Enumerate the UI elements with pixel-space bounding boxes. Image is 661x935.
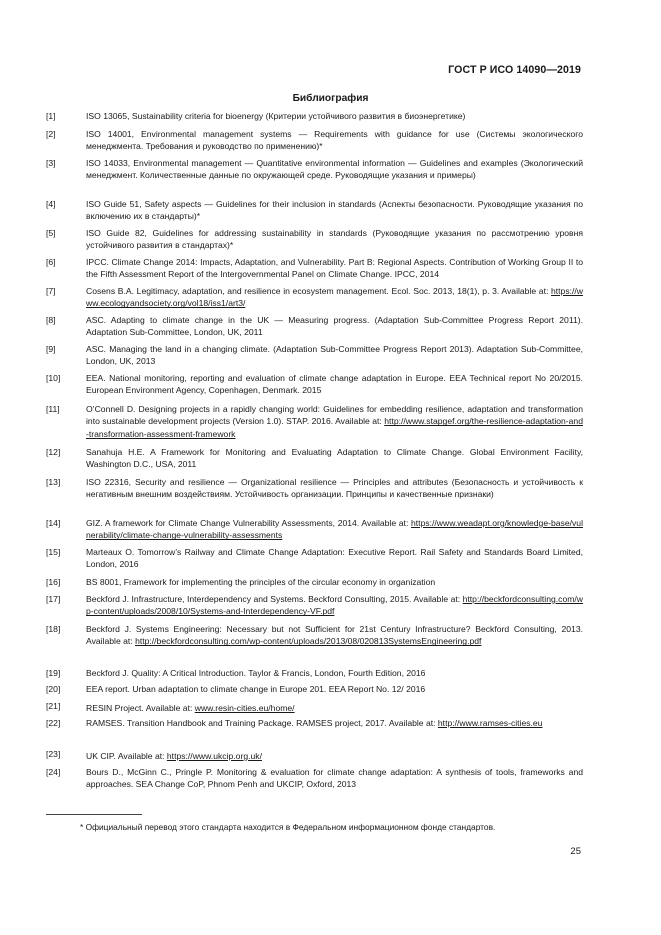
reference-number: [8] [46,315,56,325]
reference-number: [11] [46,404,60,414]
reference-text: Bours D., McGinn C., Pringle P. Monitoring & evaluation for climate change adaptation: A synthesis of tools, frameworks and approaches. SEA Change CoP, Phnom Penh and UKCIP, Oxford, 2013 [86,767,583,790]
reference-link[interactable]: http://beckfordconsulting.com/wp-content/uploads/2013/08/020813SystemsEngineering.pdf [135,636,482,647]
reference-number: [1] [46,111,56,121]
reference-text: O’Connell D. Designing projects in a rapidly changing world: Guidelines for embedding resilience, adaptation and transformation into sustainable development projects (Version 1.0). STAP. 2016. Available at: http://www.stapgef.org/the-resilience-adaptation-and-transformation-assessment-framework [86,404,583,439]
reference-number: [13] [46,477,61,487]
reference-text: Sanahuja H.E. A Framework for Monitoring and Evaluating Adaptation to Climate Change. Global Environment Facility, Washington D.C., USA, 2011 [86,447,583,470]
reference-number: [10] [46,373,61,383]
reference-number: [3] [46,158,56,168]
reference-text: ISO 14033, Environmental management — Quantitative environmental information — Guidelines and examples (Экологический менеджмент. Количественные данные по окружающей среде. Руководящие указания и примеры) [86,158,583,181]
reference-text: IPCC. Climate Change 2014: Impacts, Adaptation, and Vulnerability. Part B: Regional Aspects. Contribution of Working Group II to the Fifth Assessment Report of the Intergovernmental Panel on Climate Change. IPCC, 2014 [86,257,583,280]
reference-text: EEA report. Urban adaptation to climate change in Europe 201. EEA Report No. 12/ 2016 [86,684,426,694]
reference-number: [24] [46,767,61,777]
reference-number: [16] [46,577,61,587]
reference-text: Beckford J. Infrastructure, Interdependency and Systems. Beckford Consulting, 2015. Available at: http://beckfordconsulting.com/wp-content/uploads/2008/10/Systems-and-Interdependency-VF.pdf [86,594,583,617]
reference-number: [4] [46,199,56,209]
reference-number: [6] [46,257,56,267]
reference-text: RESIN Project. Available at: www.resin-cities.eu/home/ [86,703,295,713]
reference-link[interactable]: http://www.ramses-cities.eu [437,718,543,728]
reference-number: [23] [46,749,61,759]
bibliography-title: Библиография [292,93,369,104]
reference-text: ASC. Adapting to climate change in the UK — Measuring progress. (Adaptation Sub-Committee Progress Report 2011). Adaptation Sub-Committee, London, UK, 2011 [86,315,583,338]
reference-text: Beckford J. Systems Engineering: Necessary but not Sufficient for 21st Century Infrastructure? Beckford Consulting, 2013. Available at: http://beckfordconsulting.com/wp-content/uploads/2013/08/020813SystemsEngineering.pdf [86,624,583,647]
page-number: 25 [570,846,581,857]
reference-number: [5] [46,228,56,238]
reference-link[interactable]: https://www.ecologyandsociety.org/vol18/iss1/art3/ [86,286,583,309]
reference-link[interactable]: http://beckfordconsulting.com/wp-content/uploads/2008/10/Systems-and-Interdependency-VF.pdf [86,594,583,617]
reference-text: ISO 22316, Security and resilience — Organizational resilience — Principles and attributes (Безопасность и устойчивость к негативным внешним воздействиям. Устойчивость организации. Принципы и качественные признаки) [86,477,583,500]
reference-text: EEA. National monitoring, reporting and evaluation of climate change adaptation in Europe. EEA Technical report No 20/2015. European Environment Agency, Copenhagen, Denmark. 2015 [86,373,583,396]
reference-text: ISO Guide 51, Safety aspects — Guidelines for their inclusion in standards (Аспекты безопасности. Руководящие указания по включению их в стандарты)* [86,199,583,222]
reference-text: ASC. Managing the land in a changing climate. (Adaptation Sub-Committee Progress Report 2013). Adaptation Sub-Committee, London, UK, 2013 [86,344,583,367]
reference-link[interactable]: https://www.ukcip.org.uk/ [166,751,262,761]
reference-link[interactable]: https://www.weadapt.org/knowledge-base/vulnerability/climate-change-vulnerability-assessments [86,518,583,541]
reference-number: [17] [46,594,61,604]
reference-text: Cosens B.A. Legitimacy, adaptation, and resilience in ecosystem management. Ecol. Soc. 2013, 18(1), p. 3. Available at: https://www.ecologyandsociety.org/vol18/iss1/art3/ [86,286,583,309]
reference-text: Marteaux O. Tomorrow’s Railway and Climate Change Adaptation: Executive Report. Rail Safety and Standards Board Limited, London, 2016 [86,547,583,570]
reference-number: [12] [46,447,61,457]
reference-number: [15] [46,547,61,557]
reference-number: [22] [46,718,61,728]
reference-text: ISO Guide 82, Guidelines for addressing sustainability in standards (Руководящие указания по рассмотрению уровня устойчивого развития в стандартах)* [86,228,583,251]
reference-number: [2] [46,129,56,139]
reference-text: ISO 14001, Environmental management systems — Requirements with guidance for use (Системы экологического менеджмента. Требования и руководство по применению)* [86,129,583,152]
reference-number: [9] [46,344,56,354]
reference-number: [19] [46,668,61,678]
reference-number: [20] [46,684,61,694]
footnote: * Официальный перевод этого стандарта находится в Федеральном информационном фонде стандартов. [80,822,496,832]
reference-text: Beckford J. Quality: A Critical Introduction. Taylor & Francis, London, Fourth Edition, 2016 [86,668,426,678]
reference-text: BS 8001, Framework for implementing the principles of the circular economy in organization [86,577,436,587]
reference-text: UK CIP. Available at: https://www.ukcip.org.uk/ [86,751,262,761]
reference-number: [21] [46,701,61,711]
reference-number: [14] [46,518,61,528]
reference-number: [7] [46,286,56,296]
reference-link[interactable]: www.resin-cities.eu/home/ [194,703,295,713]
reference-text: ISO 13065, Sustainability criteria for bioenergy (Критерии устойчивого развития в биоэнергетике) [86,111,466,121]
document-code-header: ГОСТ Р ИСО 14090—2019 [448,64,581,76]
reference-text: GIZ. A framework for Climate Change Vulnerability Assessments, 2014. Available at: https://www.weadapt.org/knowledge-base/vulnerability/climate-change-vulnerability-assessments [86,518,583,541]
reference-link[interactable]: http://www.stapgef.org/the-resilience-adaptation-and-transformation-assessment-framework [86,416,583,439]
footnote-separator [46,814,142,815]
reference-number: [18] [46,624,61,634]
reference-text: RAMSES. Transition Handbook and Training Package. RAMSES project, 2017. Available at: http://www.ramses-cities.eu [86,718,543,728]
